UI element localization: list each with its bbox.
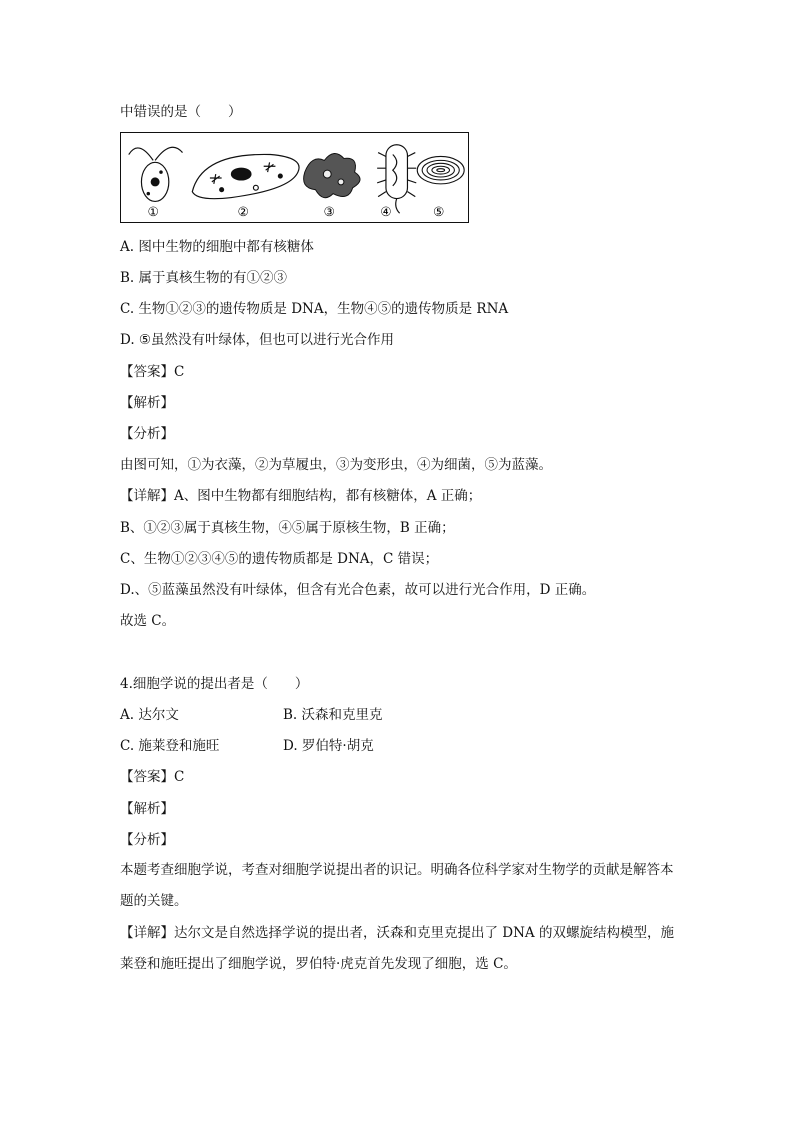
q4-stem: 4.细胞学说的提出者是（ ） (120, 676, 309, 692)
figure-label-4: ④ (380, 204, 392, 220)
q4-detail-text: 【详解】达尔文是自然选择学说的提出者，沃森和克里克提出了 DNA 的双螺旋结构模型，施莱登和施旺提出了细胞学说，罗伯特·虎克首先发现了细胞，选 C。 (120, 925, 674, 972)
q4-analysis-sub: 【分析】 (120, 832, 174, 848)
q4-answer: 【答案】C (120, 769, 185, 785)
organism-figure-drawing (121, 133, 468, 222)
q3-answer: 【答案】C (120, 364, 185, 380)
chlamydomonas-drawing (129, 147, 183, 201)
figure-label-5: ⑤ (433, 204, 445, 220)
q3-option-a: A. 图中生物的细胞中都有核糖体 (120, 239, 314, 255)
figure-label-3: ③ (323, 204, 335, 220)
q4-option-c: C. 施莱登和施旺 (120, 738, 220, 754)
q4-option-a: A. 达尔文 (120, 707, 179, 723)
q3-detail-line-1: 【详解】A、图中生物都有细胞结构，都有核糖体，A 正确； (120, 488, 482, 504)
q3-option-b: B. 属于真核生物的有①②③ (120, 270, 288, 286)
q4-option-d: D. 罗伯特·胡克 (283, 738, 374, 754)
q3-analysis-title: 【解析】 (120, 395, 174, 411)
figure-label-2: ② (237, 204, 249, 220)
q4-analysis-title: 【解析】 (120, 801, 174, 817)
q3-detail-line-3: C、生物①②③④⑤的遗传物质都是 DNA，C 错误； (120, 551, 439, 567)
paramecium-drawing (192, 154, 299, 198)
q3-stem-tail: 中错误的是（ ） (120, 104, 242, 120)
q4-analysis-text: 本题考查细胞学说，考查对细胞学说提出者的识记。明确各位科学家对生物学的贡献是解答本题的关键。 (120, 862, 674, 909)
q4-option-b: B. 沃森和克里克 (283, 707, 383, 723)
figure-label-1: ① (147, 204, 159, 220)
q3-analysis-text: 由图可知，①为衣藻，②为草履虫，③为变形虫，④为细菌，⑤为蓝藻。 (120, 457, 552, 473)
q3-detail-line-2: B、①②③属于真核生物，④⑤属于原核生物，B 正确； (120, 520, 455, 536)
q3-option-c: C. 生物①②③的遗传物质是 DNA，生物④⑤的遗传物质是 RNA (120, 301, 509, 317)
bacterium-drawing (377, 145, 416, 213)
q3-detail-line-4: D.、⑤蓝藻虽然没有叶绿体，但含有光合色素，故可以进行光合作用，D 正确。 (120, 582, 596, 598)
q3-conclusion: 故选 C。 (120, 613, 176, 629)
q3-option-d: D. ⑤虽然没有叶绿体，但也可以进行光合作用 (120, 332, 395, 348)
amoeba-drawing (304, 153, 360, 197)
cyanobacterium-drawing (417, 156, 464, 183)
q3-analysis-sub: 【分析】 (120, 426, 174, 442)
organism-figure (120, 132, 469, 223)
